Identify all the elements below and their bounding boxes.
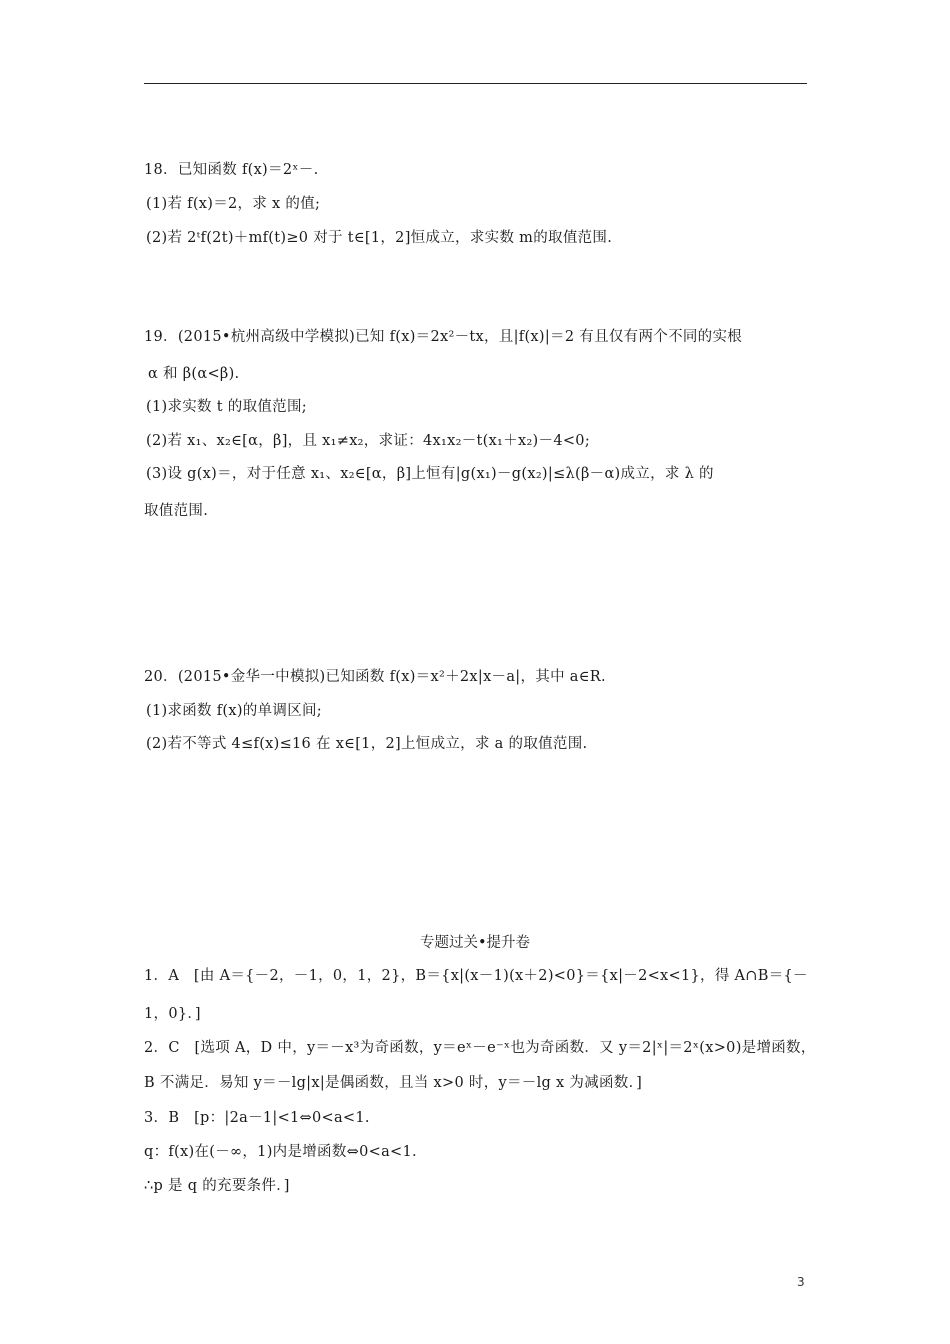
answer-2-line-2: B 不满足．易知 y＝－lg|x|是偶函数，且当 x>0 时，y＝－lg x 为减函数．] <box>144 1075 643 1091</box>
answer-3-line-2: q：f(x)在(－∞，1)内是增函数⇔0<a<1. <box>144 1144 417 1160</box>
problem-19-stem-line-2: α 和 β(α<β). <box>148 366 240 382</box>
problem-18-part-1: (1)若 f(x)＝2，求 x 的值; <box>146 196 321 212</box>
problem-19-part-1: (1)求实数 t 的取值范围; <box>146 399 307 415</box>
problem-20-part-2: (2)若不等式 4≤f(x)≤16 在 x∈[1，2]上恒成立，求 a 的取值范围. <box>146 736 588 752</box>
problem-18-stem: 18．已知函数 f(x)＝2ˣ－. <box>144 162 319 178</box>
answer-3-line-3: ∴p 是 q 的充要条件．] <box>144 1178 290 1194</box>
answer-1-line-1: 1．A [由 A＝{－2，－1，0，1，2}，B＝{x|(x－1)(x＋2)<0}＝{x|－2<x<1}，得 A∩B＝{－ <box>144 968 808 984</box>
problem-20-stem: 20．(2015•金华一中模拟)已知函数 f(x)＝x²＋2x|x－a|，其中 a∈R. <box>144 669 606 685</box>
problem-20-part-1: (1)求函数 f(x)的单调区间; <box>146 703 322 719</box>
problem-19-stem-line-1: 19．(2015•杭州高级中学模拟)已知 f(x)＝2x²－tx，且|f(x)|＝2 有且仅有两个不同的实根 <box>144 329 743 345</box>
answers-section-title: 专题过关•提升卷 <box>419 935 531 951</box>
page-number: 3 <box>797 1275 805 1289</box>
answer-2-line-1: 2．C [选项 A，D 中，y＝－x³为奇函数，y＝eˣ－e⁻ˣ也为奇函数．又 y＝2|ˣ|＝2ˣ(x>0)是增函数， <box>144 1040 816 1056</box>
answer-3-line-1: 3．B [p：|2a－1|<1⇔0<a<1. <box>144 1110 370 1126</box>
problem-19-part-2: (2)若 x₁、x₂∈[α，β]，且 x₁≠x₂，求证：4x₁x₂－t(x₁＋x₂)－4<0; <box>146 433 591 449</box>
header-rule <box>144 83 807 84</box>
answer-1-line-2: 1，0}．] <box>144 1006 201 1022</box>
problem-18-part-2: (2)若 2ᵗf(2t)＋mf(t)≥0 对于 t∈[1，2]恒成立，求实数 m的取值范围. <box>146 230 613 246</box>
problem-19-part-3-line-1: (3)设 g(x)＝，对于任意 x₁、x₂∈[α，β]上恒有|g(x₁)－g(x₂)|≤λ(β－α)成立，求 λ 的 <box>146 466 714 482</box>
problem-19-part-3-line-2: 取值范围. <box>144 503 209 519</box>
